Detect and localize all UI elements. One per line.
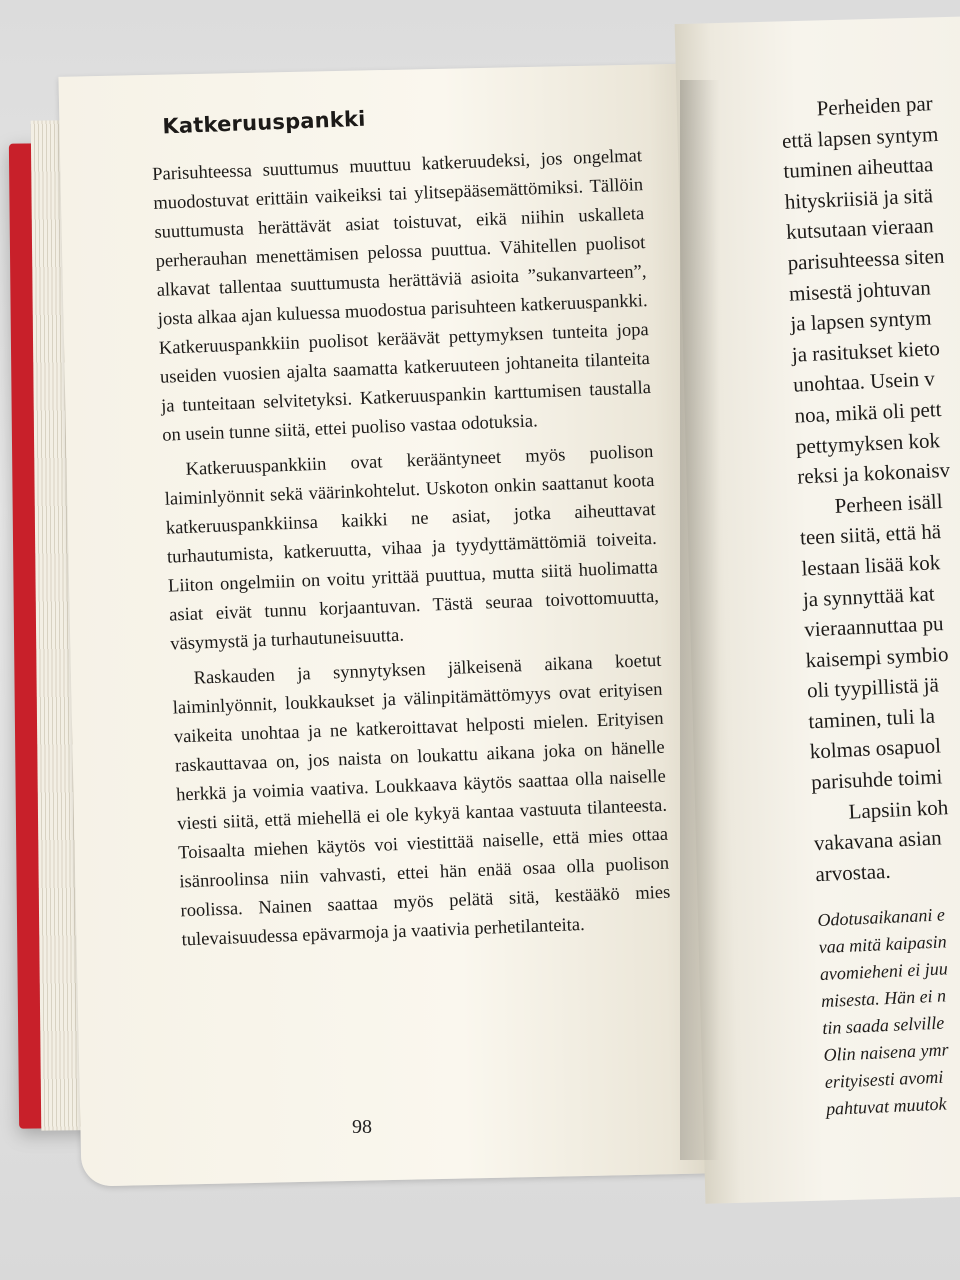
right-italic-line: pahtuvat muutok — [825, 1093, 947, 1120]
right-line: Perheiden par — [816, 91, 934, 121]
right-line: että lapsen syntym — [781, 121, 939, 153]
right-line: pettymyksen kok — [795, 427, 941, 459]
paragraph-2: Katkeruuspankkiin ovat kerääntyneet myös puolison laiminlyönnit sekä väärinkohtelut. Uskoton onkin saattanut koota katkeruuspankkiinsa kaikki ne asiat, jotka aiheuttavat turhautumista, katkeruutta, vihaa ja tyydyttämättömiä toiveita. Liiton ongelmiin on voitu yrittää puuttua, mutta siitä huolimatta asiat eivät tunnu korjaantuvan. Tästä seuraa toivottomuutta, väsymystä ja turhautuneisuutta. — [164, 441, 660, 655]
paragraph-3: Raskauden ja synnytyksen jälkeisenä aikana koetut laiminlyönnit, loukkaukset ja välinpitämättömyys ovat erityisen vaikeita unohtaa ja ne katkeroittavat helposti mielen. Erityisen raskauttavaa on, jos naista on loukattu aikana joka on hänelle herkkä ja voimia vaativa. Loukkaava käytös saattaa olla naiselle viesti siitä, että miehellä ei ole kykyä kantaa vastuuta tilanteesta. Toisaalta miehen käytös voi viestittää naiselle, että mies ottaa isänroolinsa niin vahvasti, ettei hän enää osaa olla puolison roolissa. Nainen saattaa myös pelätä sitä, kestääkö mies tulevaisuudessa epävarmoja ja vaativia perhetilanteita. — [172, 650, 671, 951]
right-line: parisuhde toimi — [810, 764, 943, 795]
left-page-text — [150, 96, 672, 955]
right-line: hityskriisiä ja sitä — [784, 182, 934, 214]
right-line: tuminen aiheuttaa — [782, 152, 934, 184]
right-line: vakavana asian — [813, 825, 943, 856]
right-line: reksi ja kokonaisv — [796, 457, 951, 489]
right-line: Lapsiin koh — [848, 794, 949, 824]
right-line: vieraannuttaa pu — [803, 611, 945, 642]
book-gutter-shadow — [680, 80, 720, 1160]
right-italic-line: misesta. Hän ei n — [820, 985, 947, 1012]
right-italic-line: avomieheni ei juu — [819, 958, 949, 985]
right-line: misestä johtuvan — [788, 274, 932, 306]
right-line: arvostaa. — [814, 858, 892, 887]
right-line: kaisempi symbio — [805, 641, 949, 673]
right-line: taminen, tuli la — [807, 703, 936, 734]
right-italic-line: Olin naisena ymr — [823, 1039, 949, 1066]
paragraph-1: Parisuhteessa suuttumus muuttuu katkeruudeksi, jos ongelmat muodostuvat erittäin vaikeiksi tai ylitsepääsemättömiksi. Tällöin suuttumusta herättävät asiat toistuvat, eikä niihin uskalleta perherauhan menettämisen pelossa puuttua. Vähitellen puolisot alkavat tallentaa suuttumusta herättäviä asioita ”sukanvarteen”, josta alkaa ajan kuluessa muodostua parisuhteen katkeruuspankki. Katkeruuspankkiin puolisot keräävät pettymyksen tunteita jopa useiden vuosien ajalta saamatta katkeruuteen johtaneita tilanteita ja tunteitaan selvitetyksi. Katkeruuspankin karttumisen taustalla on usein tunne siitä, ettei puoliso vastaa odotuksia. — [151, 146, 652, 446]
right-line: kolmas osapuol — [809, 733, 942, 764]
right-italic-line: Odotusaikanani e — [817, 904, 946, 931]
right-line: unohtaa. Usein v — [792, 366, 936, 398]
page-number: 98 — [352, 1116, 372, 1138]
right-italic-line: vaa mitä kaipasin — [818, 931, 948, 958]
right-line: kutsutaan vieraan — [785, 213, 935, 245]
right-italic-line: erityisesti avomi — [824, 1067, 944, 1093]
right-line: Perheen isäll — [834, 488, 944, 518]
right-line: lestaan lisää kok — [800, 550, 941, 581]
right-line: ja lapsen syntym — [789, 305, 932, 336]
right-line: teen siitä, että hä — [799, 519, 942, 550]
right-line: ja synnyttää kat — [802, 581, 936, 611]
right-line: parisuhteessa siten — [787, 243, 945, 275]
right-line: ja rasitukset kieto — [791, 335, 941, 367]
right-line: oli tyypillistä jä — [806, 672, 940, 703]
right-line: noa, mikä oli pett — [794, 396, 942, 428]
right-italic-line: tin saada selville — [821, 1012, 945, 1039]
section-heading: Katkeruuspankki — [161, 106, 366, 139]
